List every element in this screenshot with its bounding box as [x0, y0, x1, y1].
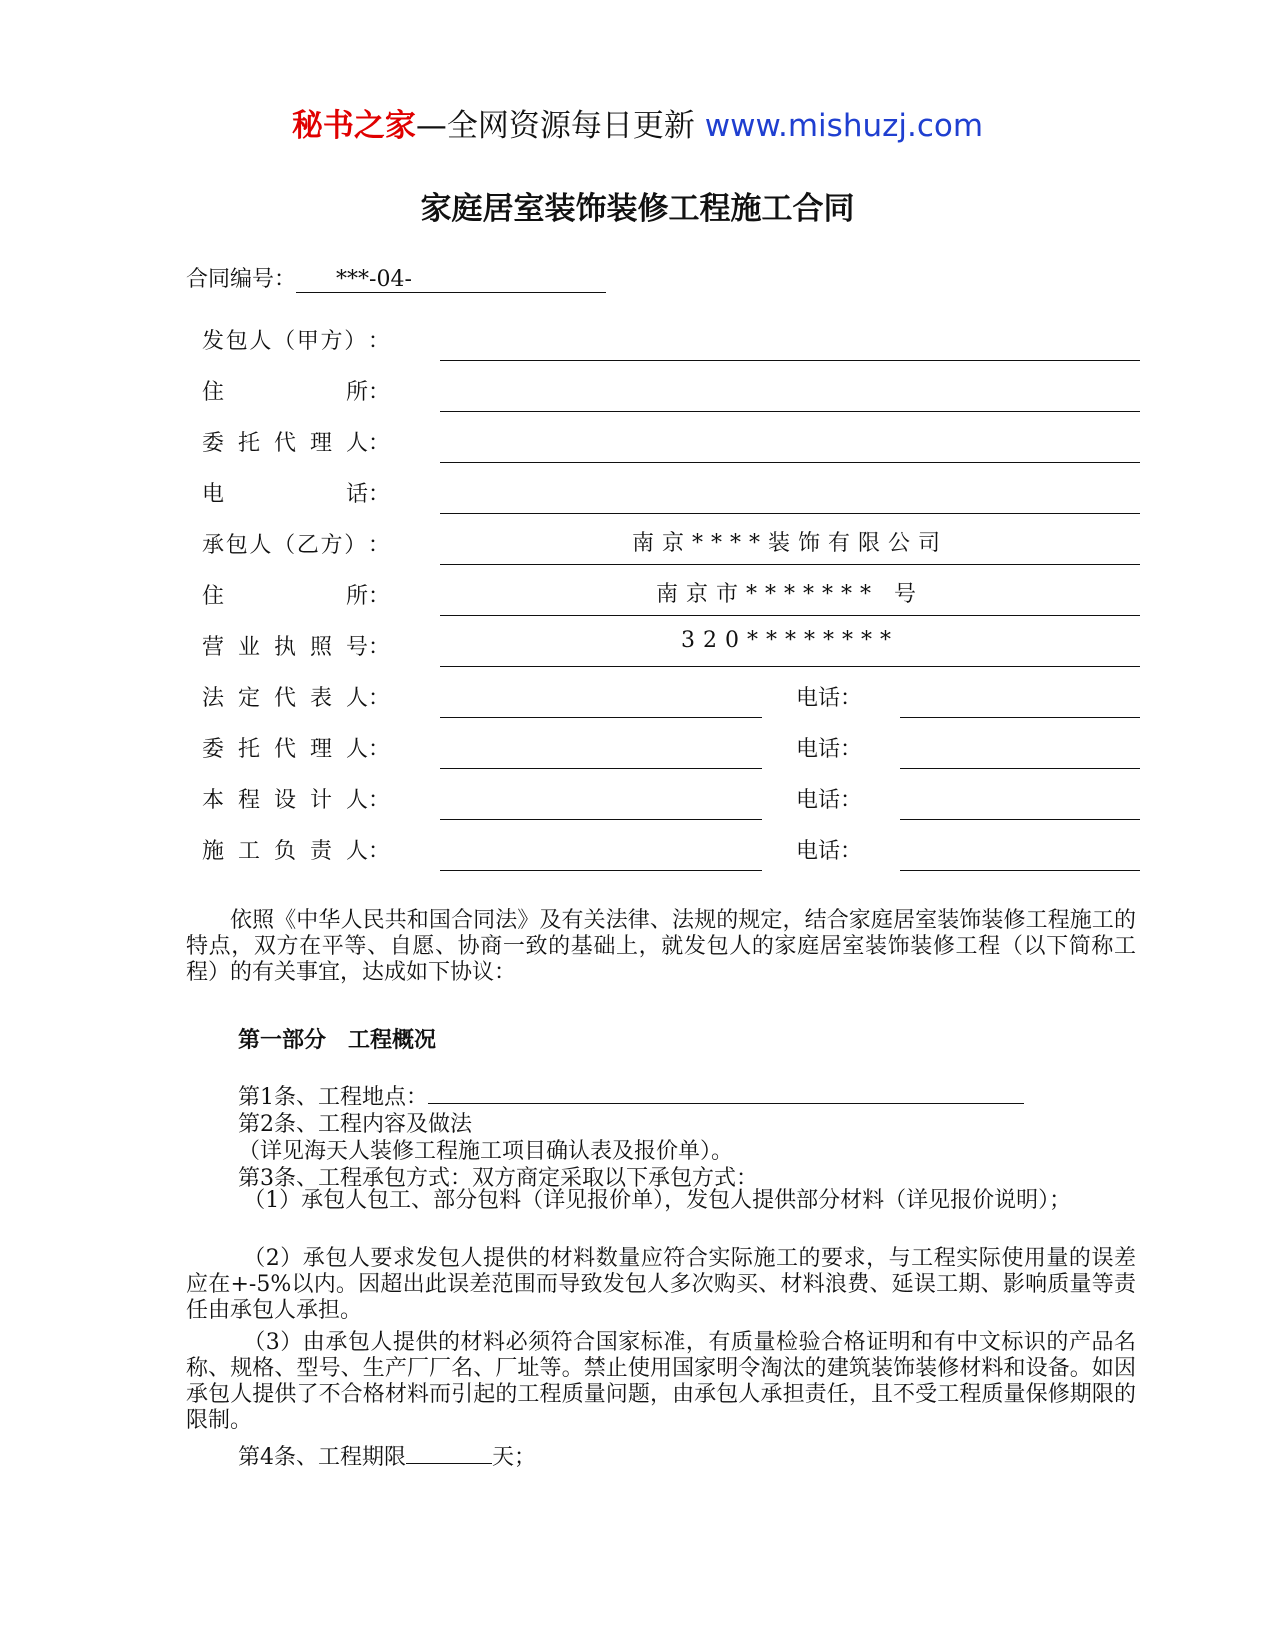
row-designer [0, 769, 1275, 820]
label-char: 程 [237, 788, 260, 813]
label-address-b [202, 579, 390, 610]
label-char: 托 [237, 737, 260, 762]
label-char: （ [273, 329, 296, 354]
label-legal-rep [202, 681, 390, 712]
site-banner [0, 100, 1275, 145]
label-char: 计 [309, 788, 332, 813]
row-agent-b [0, 718, 1275, 769]
row-license [0, 616, 1275, 667]
manager-tel-blank[interactable] [900, 870, 1140, 871]
row-agent-a [0, 412, 1275, 463]
label-char: ） [344, 533, 367, 558]
label-char: 代 [273, 431, 296, 456]
label-char: 委 [202, 737, 225, 762]
row-address-a [0, 361, 1275, 412]
label-char: 乙 [296, 533, 319, 558]
label-char: 业 [237, 635, 260, 660]
party-b-value: 南京****装饰有限公司 [631, 531, 948, 556]
label-char: 人 [249, 329, 272, 354]
label-char: 人： [345, 839, 390, 864]
row-manager [0, 820, 1275, 871]
designer-tel-label: 电话： [796, 788, 863, 813]
address-b-value: 南京市******* 号 [656, 582, 924, 607]
document-title: 家庭居室装饰装修工程施工合同 [420, 191, 855, 227]
label-agent-b [202, 732, 390, 763]
label-char: （ [273, 533, 296, 558]
label-char: 执 [273, 635, 296, 660]
label-char: ） [344, 329, 367, 354]
article-3-item-3: （3）由承包人提供的材料必须符合国家标准，有质量检验合格证明和有中文标识的产品名称、规格、型号、生产厂厂名、厂址等。禁止使用国家明令淘汰的建筑装饰装修材料和设备。如因承包人提供了不合格材料而引起的工程质量问题，由承包人承担责任，且不受工程质量保修期限的限制。 [186, 1330, 1136, 1433]
section-heading: 第一部分 工程概况 [238, 1028, 437, 1053]
label-manager [202, 834, 390, 865]
label-char: 人： [345, 686, 390, 711]
label-char: 电 [202, 482, 225, 507]
row-phone-a [0, 463, 1275, 514]
label-char: 号： [345, 635, 390, 660]
label-char: 代 [273, 737, 296, 762]
label-char: 所： [345, 584, 390, 609]
row-legal-rep [0, 667, 1275, 718]
article-2: 第2条、工程内容及做法 [238, 1112, 472, 1137]
contract-number-label: 合同编号： [186, 267, 297, 292]
article-3: 第3条、工程承包方式：双方商定采取以下承包方式： [238, 1166, 758, 1191]
label-char: 人： [345, 737, 390, 762]
label-char: 人： [345, 788, 390, 813]
label-char: 工 [237, 839, 260, 864]
label-char: 方 [320, 329, 343, 354]
label-char: 责 [309, 839, 332, 864]
label-char: 营 [202, 635, 225, 660]
label-license [202, 630, 390, 661]
label-char: 人 [249, 533, 272, 558]
label-char: 理 [309, 431, 332, 456]
article-3-item-2: （2）承包人要求发包人提供的材料数量应符合实际施工的要求，与工程实际使用量的误差应在+-5%以内。因超出此误差范围而导致发包人多次购买、材料浪费、延误工期、影响质量等责任由承包人承担。 [186, 1246, 1136, 1323]
article-4-unit: 天； [492, 1445, 537, 1470]
label-address-a [202, 375, 390, 406]
label-char: 方 [320, 533, 343, 558]
label-char: 照 [309, 635, 332, 660]
label-char: 表 [309, 686, 332, 711]
label-char: 甲 [296, 329, 319, 354]
banner-url-link[interactable]: www.mishuzj.com [704, 108, 984, 144]
license-value: 320******** [681, 628, 899, 653]
manager-tel-label: 电话： [796, 839, 863, 864]
label-designer [202, 783, 390, 814]
label-char: 本 [202, 788, 225, 813]
label-char: 负 [273, 839, 296, 864]
banner-tagline: —全网资源每日更新 [415, 108, 695, 144]
label-char: 托 [237, 431, 260, 456]
label-phone-a [202, 477, 390, 508]
label-char: 话： [345, 482, 390, 507]
manager-blank[interactable] [440, 870, 762, 871]
agent-b-tel-label: 电话： [796, 737, 863, 762]
label-char: ： [367, 533, 390, 558]
label-char: 所： [345, 380, 390, 405]
label-char: 人： [345, 431, 390, 456]
label-char: ： [367, 329, 390, 354]
label-char: 法 [202, 686, 225, 711]
banner-brand: 秘书之家 [291, 108, 416, 144]
article-3-item-1: （1）承包人包工、部分包料（详见报价单），发包人提供部分材料（详见报价说明）； [243, 1188, 1072, 1213]
label-char: 包 [225, 329, 248, 354]
label-char: 包 [225, 533, 248, 558]
label-char: 委 [202, 431, 225, 456]
label-agent-a [202, 426, 390, 457]
row-address-b [0, 565, 1275, 616]
label-char: 理 [309, 737, 332, 762]
row-party-a [0, 310, 1275, 361]
article-4-text: 第4条、工程期限 [238, 1445, 406, 1470]
project-duration-blank[interactable] [406, 1441, 492, 1464]
label-char: 住 [202, 584, 225, 609]
article-1-text: 第1条、工程地点： [238, 1085, 428, 1110]
intro-paragraph: 依照《中华人民共和国合同法》及有关法律、法规的规定，结合家庭居室装饰装修工程施工的特点，双方在平等、自愿、协商一致的基础上，就发包人的家庭居室装饰装修工程（以下简称工程）的有关事宜，达成如下协议： [186, 908, 1136, 985]
contract-number [186, 262, 606, 293]
legal-rep-tel-label: 电话： [796, 686, 863, 711]
label-party-a [202, 324, 390, 355]
label-char: 施 [202, 839, 225, 864]
row-party-b [0, 514, 1275, 565]
article-2-note: （详见海天人装修工程施工项目确认表及报价单）。 [238, 1139, 734, 1164]
label-party-b [202, 528, 390, 559]
label-char: 住 [202, 380, 225, 405]
label-char: 定 [237, 686, 260, 711]
label-char: 发 [202, 329, 225, 354]
contract-number-value: ***-04- [296, 267, 606, 293]
label-char: 设 [273, 788, 296, 813]
label-char: 代 [273, 686, 296, 711]
project-location-blank[interactable] [428, 1081, 1024, 1104]
label-char: 承 [202, 533, 225, 558]
article-4 [238, 1440, 536, 1471]
